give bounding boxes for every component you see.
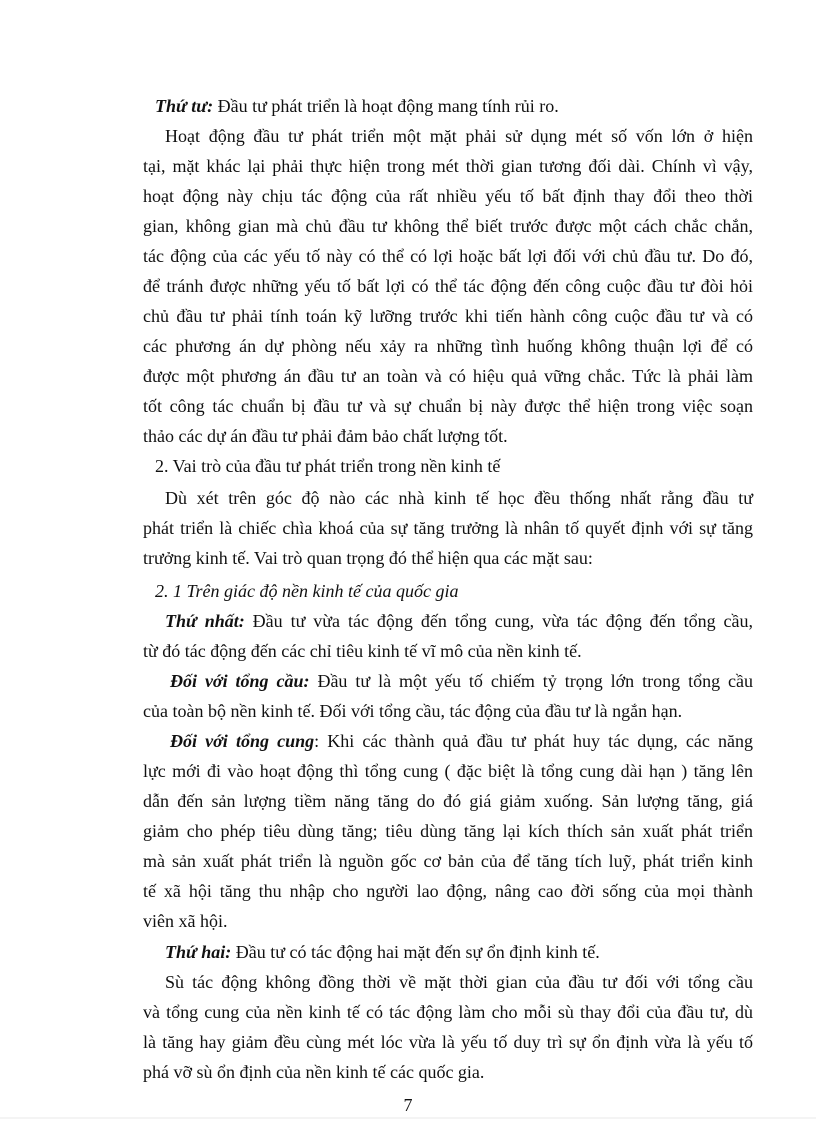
paragraph-line: để tránh được những yếu tố bất lợi có thể tác động đến công cuộc đầu tư đòi hỏi — [143, 276, 753, 296]
paragraph-thu-hai-line — [165, 940, 775, 964]
lead-thu-hai: Thứ hai: — [165, 942, 232, 962]
paragraph-line: từ đó tác động đến các chỉ tiêu kinh tế vĩ mô của nền kinh tế. — [143, 641, 582, 661]
paragraph-line: thảo các dự án đầu tư phải đảm bảo chất lượng tốt. — [143, 426, 508, 446]
paragraph-line: là tăng hay giảm đều cùng mét lóc vừa là yếu tố duy trì sự ổn định vừa là yếu tố — [143, 1032, 753, 1052]
subsection-heading: 2. 1 Trên giác độ nền kinh tế của quốc gia — [155, 581, 459, 601]
paragraph-line: giảm cho phép tiêu dùng tăng; tiêu dùng tăng lại kích thích sản xuất phát triển — [143, 821, 753, 841]
paragraph-line: phát triển là chiếc chìa khoá của sự tăng trưởng là nhân tố quyết định với sự tăng — [143, 518, 753, 538]
text-tong-cung: : Khi các thành quả đầu tư phát huy tác dụng, các năng — [314, 731, 754, 751]
text-tong-cau: Đầu tư là một yếu tố chiếm tỷ trọng lớn trong tổng cầu — [309, 671, 753, 691]
paragraph-line: của toàn bộ nền kinh tế. Đối với tổng cầu, tác động của đầu tư là ngắn hạn. — [143, 701, 683, 721]
section-heading: 2. Vai trò của đầu tư phát triển trong nền kinh tế — [155, 456, 501, 476]
paragraph-thu-tu-line — [155, 94, 765, 118]
text-thu-hai: Đầu tư có tác động hai mặt đến sự ổn định kinh tế. — [231, 942, 600, 962]
paragraph-line: chủ đầu tư phải tính toán kỹ lưỡng trước khi tiến hành công cuộc đầu tư và có — [143, 306, 753, 326]
paragraph-line: tốt công tác chuẩn bị đầu tư và sự chuẩn bị này được thể hiện trong việc soạn — [143, 396, 753, 416]
paragraph-line: Dù xét trên góc độ nào các nhà kinh tế học đều thống nhất rằng đầu tư — [165, 488, 753, 508]
text-thu-tu: Đầu tư phát triển là hoạt động mang tính rủi ro. — [213, 96, 559, 116]
lead-thu-nhat: Thứ nhất: — [165, 611, 245, 631]
paragraph-line: trưởng kinh tế. Vai trò quan trọng đó thể hiện qua các mặt sau: — [143, 548, 593, 568]
paragraph-line: được một phương án đầu tư an toàn và có hiệu quả vững chắc. Tức là phải làm — [143, 366, 753, 386]
text-thu-nhat: Đầu tư vừa tác động đến tổng cung, vừa tác động đến tổng cầu, — [244, 611, 753, 631]
lead-tong-cau: Đối với tổng cầu: — [170, 671, 310, 691]
page-bottom-edge — [0, 1117, 816, 1119]
lead-tong-cung: Đối với tổng cung — [170, 731, 315, 751]
paragraph-line: tại, mặt khác lại phải thực hiện trong mét thời gian tương đối dài. Chính vì vậy, — [143, 156, 753, 176]
paragraph-line: dẫn đến sản lượng tiềm năng tăng do đó giá giảm xuống. Sản lượng tăng, giá — [143, 791, 753, 811]
paragraph-line: và tổng cung của nền kinh tế có tác động làm cho mỗi sù thay đổi của đầu tư, dù — [143, 1002, 753, 1022]
paragraph-line: tế xã hội tăng thu nhập cho người lao động, nâng cao đời sống của mọi thành — [143, 881, 753, 901]
paragraph-line: gian, không gian mà chủ đầu tư không thể biết trước được một cách chắc chắn, — [143, 216, 753, 236]
paragraph-line: mà sản xuất phát triển là nguồn gốc cơ bản của để tăng tích luỹ, phát triển kinh — [143, 851, 753, 871]
paragraph-line: viên xã hội. — [143, 911, 228, 931]
paragraph-thu-nhat-line — [165, 609, 753, 633]
paragraph-line: Sù tác động không đồng thời về mặt thời gian của đầu tư đối với tổng cầu — [165, 972, 753, 992]
lead-thu-tu: Thứ tư: — [155, 96, 214, 116]
page-number: 7 — [403, 1095, 413, 1115]
paragraph-line: phá vỡ sù ổn định của nền kinh tế các quốc gia. — [143, 1062, 485, 1082]
paragraph-line: tác động của các yếu tố này có thể có lợi hoặc bất lợi đối với chủ đầu tư. Do đó, — [143, 246, 753, 266]
paragraph-line: lực mới đi vào hoạt động thì tổng cung ( đặc biệt là tổng cung dài hạn ) tăng lên — [143, 761, 753, 781]
paragraph-tong-cung-line — [170, 729, 753, 753]
paragraph-line: các phương án dự phòng nếu xảy ra những tình huống không thuận lợi để có — [143, 336, 753, 356]
paragraph-line: Hoạt động đầu tư phát triển một mặt phải sử dụng mét số vốn lớn ở hiện — [165, 126, 753, 146]
paragraph-tong-cau-line — [170, 669, 753, 693]
paragraph-line: hoạt động này chịu tác động của rất nhiều yếu tố bất định thay đổi theo thời — [143, 186, 753, 206]
